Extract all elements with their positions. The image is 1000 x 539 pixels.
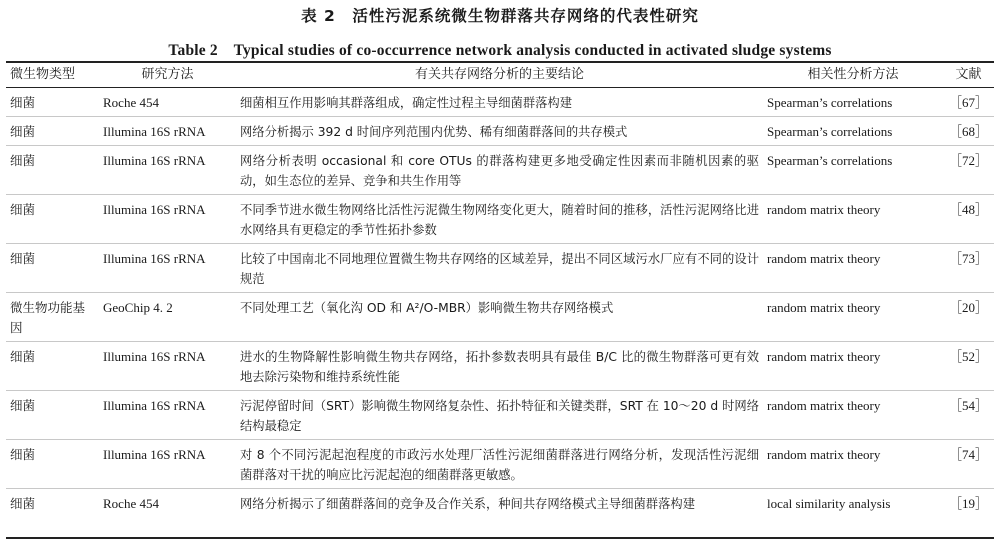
cell-conclusion: 细菌相互作用影响其群落组成，确定性过程主导细菌群落构建: [240, 96, 573, 110]
table-row: [6, 489, 994, 539]
cell-method: Roche 454: [103, 496, 159, 511]
cell-method: Illumina 16S rRNA: [103, 202, 206, 217]
cell-method: Illumina 16S rRNA: [103, 153, 206, 168]
cell-conclusion: 网络分析揭示了细菌群落间的竞争及合作关系，种间共存网络模式主导细菌群落构建: [240, 497, 695, 511]
table-row: [6, 244, 994, 293]
header-analysis: 相关性分析方法: [807, 67, 899, 82]
table-row: [6, 440, 994, 489]
table-row: [6, 88, 994, 117]
cell-analysis: random matrix theory: [767, 251, 881, 266]
cell-reference: ［73］: [948, 251, 988, 266]
table-row: [6, 391, 994, 440]
cell-method: GeoChip 4. 2: [103, 300, 173, 315]
table-row: [6, 117, 994, 146]
cell-analysis: Spearman’s correlations: [767, 124, 893, 139]
cell-method: Illumina 16S rRNA: [103, 447, 206, 462]
table-caption-chinese: 表 2 活性污泥系统微生物群落共存网络的代表性研究: [301, 7, 699, 25]
cell-reference: ［74］: [948, 447, 988, 462]
studies-table: [6, 61, 994, 539]
cell-method: Illumina 16S rRNA: [103, 251, 206, 266]
header-microbe-type: 微生物类型: [10, 67, 76, 82]
cell-microbe-type: 细菌: [10, 153, 36, 168]
cell-microbe-type: 微生物功能基因: [10, 300, 86, 335]
cell-microbe-type: 细菌: [10, 202, 36, 217]
cell-conclusion: 进水的生物降解性影响微生物共存网络，拓扑参数表明具有最佳 B/C 比的微生物群落可更有效地去除污染物和维持系统性能: [240, 350, 759, 384]
cell-microbe-type: 细菌: [10, 251, 36, 266]
cell-microbe-type: 细菌: [10, 95, 36, 110]
table-row: [6, 195, 994, 244]
cell-analysis: Spearman’s correlations: [767, 95, 893, 110]
cell-reference: ［72］: [948, 153, 988, 168]
cell-conclusion: 网络分析表明 occasional 和 core OTUs 的群落构建更多地受确定性因素而非随机因素的驱动，如生态位的差异、竞争和共生作用等: [240, 154, 759, 188]
cell-conclusion: 网络分析揭示 392 d 时间序列范围内优势、稀有细菌群落间的共存模式: [240, 125, 628, 139]
cell-microbe-type: 细菌: [10, 496, 36, 511]
cell-analysis: Spearman’s correlations: [767, 153, 893, 168]
cell-conclusion: 污泥停留时间（SRT）影响微生物网络复杂性、拓扑特征和关键类群，SRT 在 10～20 d 时网络结构最稳定: [240, 399, 759, 433]
cell-reference: ［52］: [948, 349, 988, 364]
table-row: [6, 342, 994, 391]
cell-method: Roche 454: [103, 95, 159, 110]
table-header-row: [6, 62, 994, 88]
cell-microbe-type: 细菌: [10, 447, 36, 462]
header-method: 研究方法: [141, 67, 194, 82]
cell-method: Illumina 16S rRNA: [103, 349, 206, 364]
cell-analysis: random matrix theory: [767, 398, 881, 413]
header-conclusion: 有关共存网络分析的主要结论: [414, 67, 584, 82]
cell-conclusion: 对 8 个不同污泥起泡程度的市政污水处理厂活性污泥细菌群落进行网络分析，发现活性污泥细菌群落对干扰的响应比污泥起泡的细菌群落更敏感。: [240, 448, 759, 482]
cell-analysis: random matrix theory: [767, 202, 881, 217]
cell-microbe-type: 细菌: [10, 124, 36, 139]
table-row: [6, 293, 994, 342]
table-caption-english: Table 2 Typical studies of co-occurrence network analysis conducted in activated sludge systems: [168, 42, 832, 59]
cell-method: Illumina 16S rRNA: [103, 398, 206, 413]
cell-reference: ［19］: [948, 496, 988, 511]
cell-conclusion: 不同处理工艺（氧化沟 OD 和 A²/O-MBR）影响微生物共存网络模式: [240, 301, 614, 315]
cell-reference: ［68］: [948, 124, 988, 139]
cell-conclusion: 比较了中国南北不同地理位置微生物共存网络的区域差异，提出不同区域污水厂应有不同的设计规范: [240, 252, 759, 286]
cell-analysis: random matrix theory: [767, 349, 881, 364]
table-row: [6, 146, 994, 195]
cell-analysis: local similarity analysis: [767, 496, 891, 511]
cell-method: Illumina 16S rRNA: [103, 124, 206, 139]
cell-microbe-type: 细菌: [10, 398, 36, 413]
cell-reference: ［20］: [948, 300, 988, 315]
header-reference: 文献: [955, 67, 982, 82]
cell-analysis: random matrix theory: [767, 300, 881, 315]
cell-analysis: random matrix theory: [767, 447, 881, 462]
cell-microbe-type: 细菌: [10, 349, 36, 364]
cell-reference: ［67］: [948, 95, 988, 110]
cell-reference: ［54］: [948, 398, 988, 413]
cell-conclusion: 不同季节进水微生物网络比活性污泥微生物网络变化更大，随着时间的推移，活性污泥网络比进水网络具有更稳定的季节性拓扑参数: [240, 203, 759, 237]
cell-reference: ［48］: [948, 202, 988, 217]
